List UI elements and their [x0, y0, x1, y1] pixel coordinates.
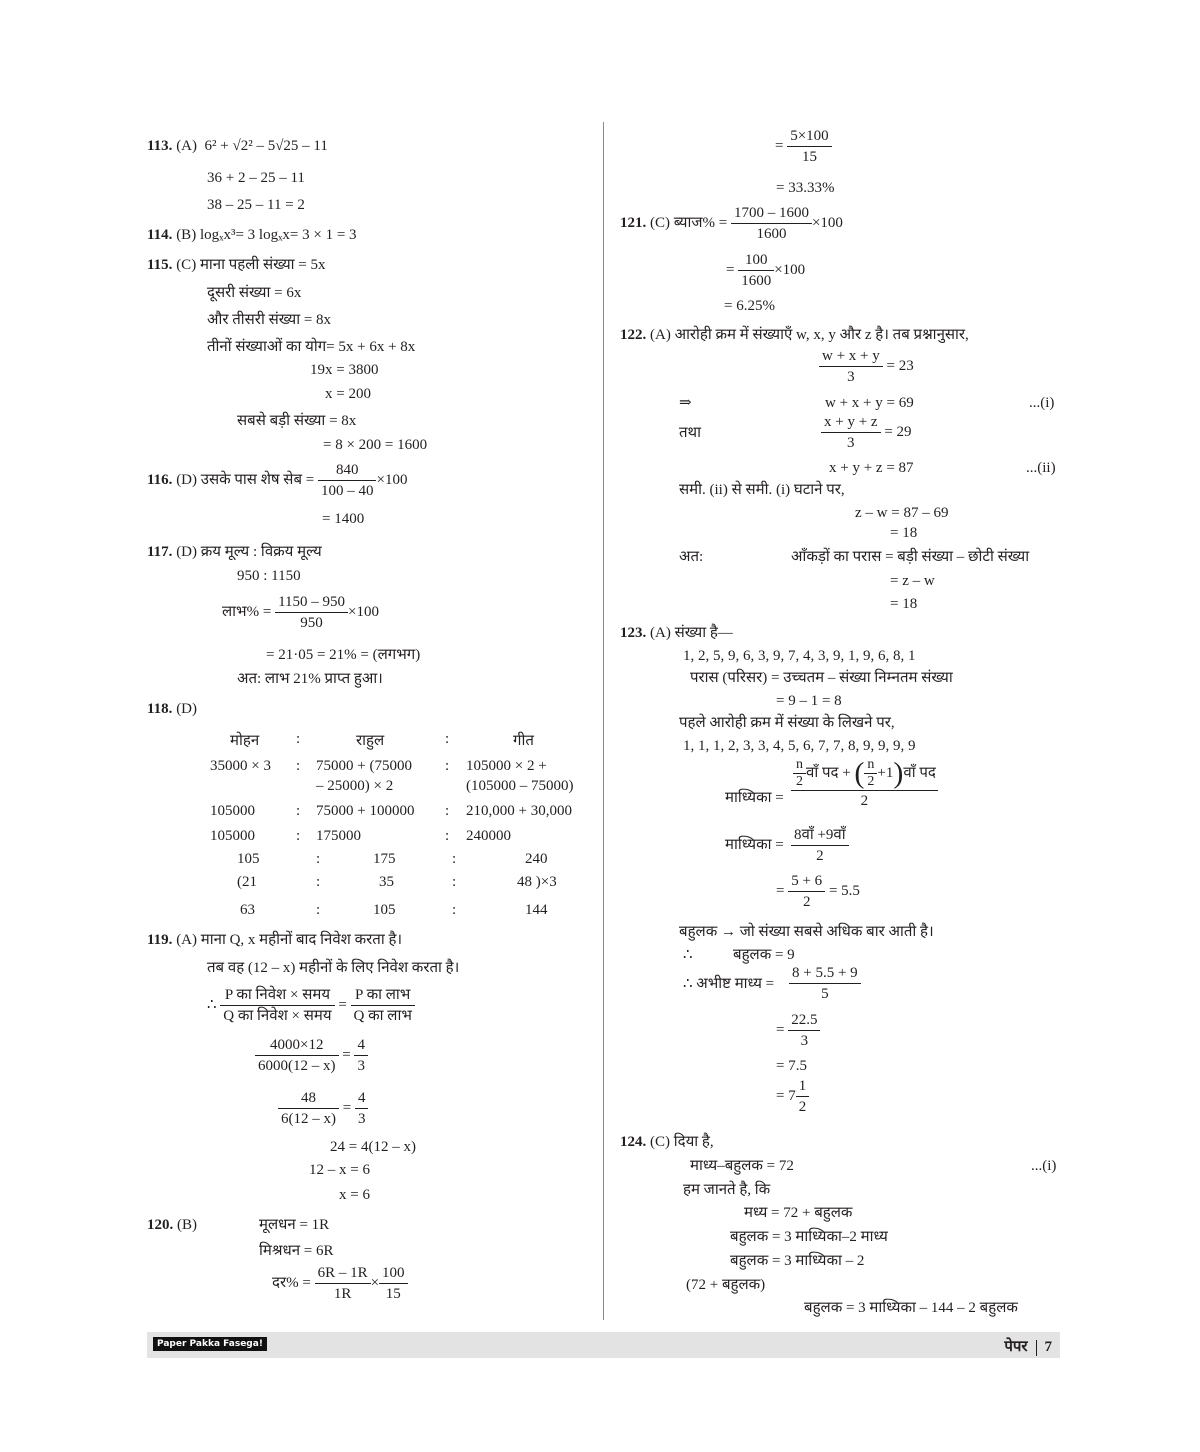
question-number: 116. — [147, 471, 173, 488]
solution-step: = z – w — [890, 573, 935, 589]
table-cell: : — [445, 828, 450, 844]
fraction: $\frac{8 + 5.5 + 9}{5}$ — [789, 963, 861, 1004]
solution-step: दिया है, — [673, 1134, 714, 1150]
solution-step: पहले आरोही क्रम में संख्या के लिखने पर, — [679, 715, 895, 731]
question-116: 116. (D) उसके पास शेष सेब = $\frac{840}{100 - 40}$ ×100 — [147, 462, 408, 499]
solution-step: 1, 2, 5, 9, 6, 3, 9, 7, 4, 3, 9, 1, 9, 6, 8, 1 — [683, 648, 916, 664]
solution-step: = 18 — [890, 525, 918, 541]
solution-step: सबसे बड़ी संख्या = 8x — [237, 413, 357, 429]
solution-step: = 8 × 200 = 1600 — [323, 437, 428, 453]
table-cell: 35 — [379, 874, 394, 890]
table-cell: 75000 + 100000 — [316, 803, 415, 819]
question-118 — [147, 700, 197, 718]
equation-tag: ...(ii) — [1026, 460, 1056, 476]
answer-option: (A) — [650, 327, 671, 343]
question-121: 121. (C) ब्याज% = $\frac{1700 - 1600}{1600}$ ×100 — [620, 205, 843, 242]
fraction: $\frac{48}{6(12 - x)}$ — [278, 1088, 339, 1129]
answer-option: (A) — [176, 138, 198, 154]
table-cell: : — [316, 851, 321, 867]
table-cell: 210,000 + 30,000 — [466, 803, 572, 819]
solution-step: 38 – 25 – 11 = 2 — [207, 197, 305, 213]
question-number: 114. — [147, 227, 173, 243]
expression: 6² + √2² – 5√25 – 11 — [204, 138, 328, 154]
solution-step: माना पहली संख्या = 5x — [199, 257, 326, 273]
solution-step: समी. (ii) से समी. (i) घटाने पर, — [679, 482, 845, 498]
question-119 — [147, 931, 402, 949]
question-114 — [147, 226, 357, 244]
fraction: $\frac{\text{8वाँ +9वाँ}}{2}$ — [791, 825, 849, 866]
solution-step: अत: — [679, 549, 704, 565]
formula-line: = $\frac{5 + 6}{2}$ = 5.5 — [776, 873, 860, 910]
solution-step: संख्या है— — [674, 625, 733, 641]
fraction: $\frac{100}{15}$ — [379, 1263, 408, 1304]
solution-step: (72 + बहुलक) — [686, 1277, 766, 1293]
mixed-fraction: = 7 $\frac{1}{2}$ — [776, 1076, 809, 1117]
fraction: $\frac{4000\times 12}{6000(12 - x)}$ — [255, 1035, 339, 1076]
formula-line: $\frac{x + y + z}{3}$ = 29 — [821, 412, 912, 453]
table-cell: (105000 – 75000) — [466, 778, 574, 794]
answer-option: (A) — [650, 625, 671, 641]
table-cell: 240000 — [466, 828, 511, 844]
solution-step: तब वह (12 – x) महीनों के लिए निवेश करता है। — [207, 960, 460, 976]
solution-step: 19x = 3800 — [310, 362, 379, 378]
table-cell: 175 — [373, 851, 396, 867]
fraction: $\frac{4}{3}$ — [354, 1035, 368, 1076]
question-117 — [147, 543, 322, 561]
footer-label: पेपर — [1004, 1339, 1028, 1355]
solution-step: तथा — [679, 425, 702, 441]
formula-line: ∴ $\frac{\text{P का निवेश × समय}}{\text{Q का निवेश × समय}}$ = $\frac{\text{P का लाभ}}{\text{Q का लाभ}}$ — [207, 985, 415, 1026]
fraction: $\frac{22.5}{3}$ — [788, 1010, 820, 1051]
page-number: 7 — [1044, 1339, 1052, 1355]
fraction: $\frac{5 + 6}{2}$ — [788, 871, 825, 912]
table-cell: : — [296, 758, 301, 774]
answer-option: (C) — [650, 214, 670, 231]
divider — [1036, 1340, 1037, 1356]
answer-option: (A) — [176, 932, 198, 948]
solution-step: आरोही क्रम में संख्याएँ w, x, y और z है। तब प्रश्नानुसार, — [674, 327, 969, 343]
question-123 — [620, 624, 733, 642]
question-number: 120. — [147, 1217, 174, 1233]
solution-step: 24 = 4(12 – x) — [330, 1139, 416, 1155]
table-cell: 105 — [237, 851, 260, 867]
answer-option: (D) — [176, 471, 198, 488]
formula-line: दर% = $\frac{6R - 1R}{1R}$ × $\frac{100}{15}$ — [272, 1263, 408, 1304]
solution-step: बहुलक = 3 माध्यिका – 144 – 2 बहुलक — [804, 1300, 1018, 1316]
solution-step: दूसरी संख्या = 6x — [207, 285, 302, 301]
fraction: $\frac{5\times 100}{15}$ — [787, 126, 831, 167]
question-number: 118. — [147, 701, 173, 717]
table-cell: 240 — [525, 851, 548, 867]
table-cell: 75000 + (75000 — [316, 758, 412, 774]
median-label: माध्यिका = — [725, 837, 784, 853]
formula-line — [789, 963, 861, 1004]
solution-step: बहुलक = 3 माध्यिका–2 माध्य — [730, 1229, 888, 1245]
solution-step: = 7.5 — [776, 1058, 807, 1074]
solution-step: माना Q, x महीनों बाद निवेश करता है। — [200, 932, 403, 948]
table-header: : — [445, 731, 450, 747]
table-cell: 144 — [525, 902, 548, 918]
table-header: : — [296, 731, 301, 747]
solution-step: तीनों संख्याओं का योग= 5x + 6x + 8x — [207, 339, 416, 355]
solution-step: = 6.25% — [724, 298, 775, 314]
question-number: 121. — [620, 214, 647, 231]
solution-step: माध्य–बहुलक = 72 — [690, 1158, 794, 1174]
fraction: $\frac{\text{P का निवेश × समय}}{\text{Q का निवेश × समय}}$ — [220, 985, 334, 1026]
median-formula: $\frac{n}{2}$ वाँ पद + ( $\frac{n}{2}$ +1)वाँ पद 2 — [791, 757, 938, 811]
question-120 — [147, 1216, 197, 1234]
solution-step: w + x + y = 69 — [825, 395, 914, 411]
table-cell: : — [445, 758, 450, 774]
label: उसके पास शेष सेब = — [200, 471, 315, 488]
solution-step: मिश्रधन = 6R — [259, 1243, 334, 1259]
equation-tag: ...(i) — [1031, 1158, 1057, 1174]
solution-step: = 33.33% — [776, 180, 835, 196]
solution-step: मध्य = 72 + बहुलक — [744, 1205, 853, 1221]
median-label: माध्यिका = — [725, 790, 784, 806]
question-number: 113. — [147, 138, 173, 154]
solution-step: x + y + z = 87 — [829, 460, 914, 476]
table-cell: : — [296, 803, 301, 819]
solution-step: परास (परिसर) = उच्चतम – संख्या निम्नतम संख्या — [690, 670, 953, 686]
table-header: राहुल — [356, 733, 385, 749]
fraction: $\frac{w + x + y}{3}$ — [819, 346, 883, 387]
formula-line: $\frac{4000\times 12}{6000(12 - x)}$ = $\frac{4}{3}$ — [255, 1035, 368, 1076]
formula-line: लाभ% = $\frac{1150 - 950}{950}$ ×100 — [222, 594, 379, 631]
footer-logo: Paper Pakka Fasega! — [153, 1337, 267, 1351]
question-number: 117. — [147, 544, 173, 560]
page-footer — [147, 1332, 1060, 1358]
solution-step: बहुलक = 9 — [733, 947, 795, 963]
solution-step: आँकड़ों का परास = बड़ी संख्या – छोटी संख्या — [791, 549, 1030, 565]
table-cell: 63 — [240, 902, 255, 918]
question-122 — [620, 326, 969, 344]
solution-step: x = 200 — [325, 386, 371, 402]
answer-option: (D) — [176, 701, 198, 717]
solution-step: ∴ अभीष्ट माध्य = — [683, 976, 775, 992]
question-number: 124. — [620, 1134, 647, 1150]
table-cell: (21 — [237, 874, 257, 890]
table-cell: : — [445, 803, 450, 819]
answer-option: (C) — [176, 257, 197, 273]
table-cell: – 25000) × 2 — [316, 778, 394, 794]
solution-step: = 18 — [890, 596, 918, 612]
fraction: $\frac{1150 - 950}{950}$ — [275, 592, 348, 633]
solution-step: मूलधन = 1R — [259, 1217, 330, 1233]
fraction: $\frac{4}{3}$ — [355, 1088, 369, 1129]
solution-step: बहुलक → जो संख्या सबसे अधिक बार आती है। — [679, 924, 934, 940]
fraction: $\frac{\text{P का लाभ}}{\text{Q का लाभ}}$ — [351, 985, 415, 1026]
question-115 — [147, 256, 326, 274]
question-number: 119. — [147, 932, 173, 948]
expression: logₓx³= 3 logₓx= 3 × 1 = 3 — [199, 227, 357, 243]
table-cell: 105000 × 2 + — [466, 758, 547, 774]
table-cell: : — [452, 851, 457, 867]
solution-step: हम जानते है, कि — [683, 1182, 771, 1198]
solution-step: अत: लाभ 21% प्राप्त हुआ। — [237, 671, 383, 687]
solution-step: 12 – x = 6 — [309, 1162, 370, 1178]
fraction: $\frac{100}{1600}$ — [738, 250, 774, 291]
formula-line: $\frac{w + x + y}{3}$ = 23 — [819, 346, 914, 387]
table-cell: : — [452, 902, 457, 918]
implies-symbol: ⇒ — [679, 395, 692, 411]
table-cell: 105000 — [210, 828, 255, 844]
formula-line — [791, 825, 849, 866]
table-cell: 48 )×3 — [517, 874, 557, 890]
solution-step: = 1400 — [322, 511, 365, 527]
formula-line: = $\frac{5\times 100}{15}$ — [775, 126, 832, 167]
column-divider — [603, 122, 604, 1320]
table-cell: : — [296, 828, 301, 844]
solution-step: z – w = 87 – 69 — [855, 505, 949, 521]
question-124 — [620, 1133, 714, 1151]
table-cell: 105 — [373, 902, 396, 918]
solution-step: = 9 – 1 = 8 — [776, 693, 842, 709]
formula-line: = $\frac{100}{1600}$ ×100 — [726, 252, 806, 289]
solution-step: 1, 1, 1, 2, 3, 3, 4, 5, 6, 7, 7, 8, 9, 9, 9, 9 — [683, 738, 916, 754]
equation-tag: ...(i) — [1029, 395, 1055, 411]
fraction: $\frac{6R - 1R}{1R}$ — [315, 1263, 371, 1304]
fraction: $\frac{x + y + z}{3}$ — [821, 412, 881, 453]
solution-step: क्रय मूल्य : विक्रय मूल्य — [200, 544, 322, 560]
answer-option: (B) — [177, 1217, 197, 1233]
answer-option: (B) — [176, 227, 197, 243]
question-number: 122. — [620, 327, 647, 343]
question-113 — [147, 137, 328, 155]
fraction: $\frac{1700 - 1600}{1600}$ — [731, 203, 812, 244]
solution-step: = 21·05 = 21% = (लगभग) — [266, 647, 421, 663]
answer-option: (D) — [176, 544, 198, 560]
solution-step: 36 + 2 – 25 – 11 — [207, 170, 305, 186]
table-cell: : — [452, 874, 457, 890]
table-cell: : — [316, 902, 321, 918]
fraction: $\frac{n}{2}$ — [793, 757, 806, 790]
question-number: 115. — [147, 257, 173, 273]
fraction: $\frac{1}{2}$ — [796, 1076, 810, 1117]
solution-step: 950 : 1150 — [237, 568, 301, 584]
therefore-symbol: ∴ — [683, 947, 693, 963]
table-cell: 175000 — [316, 828, 361, 844]
answer-option: (C) — [650, 1134, 670, 1150]
table-cell: : — [316, 874, 321, 890]
table-cell: 35000 × 3 — [210, 758, 271, 774]
solution-step: x = 6 — [339, 1187, 370, 1203]
fraction: $\frac{n}{2}$ — [864, 757, 877, 790]
footer-page-info — [1004, 1336, 1052, 1356]
formula-line: = $\frac{22.5}{3}$ — [776, 1010, 820, 1051]
solution-step: बहुलक = 3 माध्यिका – 2 — [730, 1253, 865, 1269]
table-cell: 105000 — [210, 803, 255, 819]
table-header: गीत — [513, 733, 534, 749]
solution-step: और तीसरी संख्या = 8x — [207, 312, 332, 328]
table-header: मोहन — [230, 733, 260, 749]
formula-line: $\frac{48}{6(12 - x)}$ = $\frac{4}{3}$ — [278, 1088, 368, 1129]
fraction: $\frac{840}{100 - 40}$ — [318, 460, 377, 501]
question-number: 123. — [620, 625, 647, 641]
